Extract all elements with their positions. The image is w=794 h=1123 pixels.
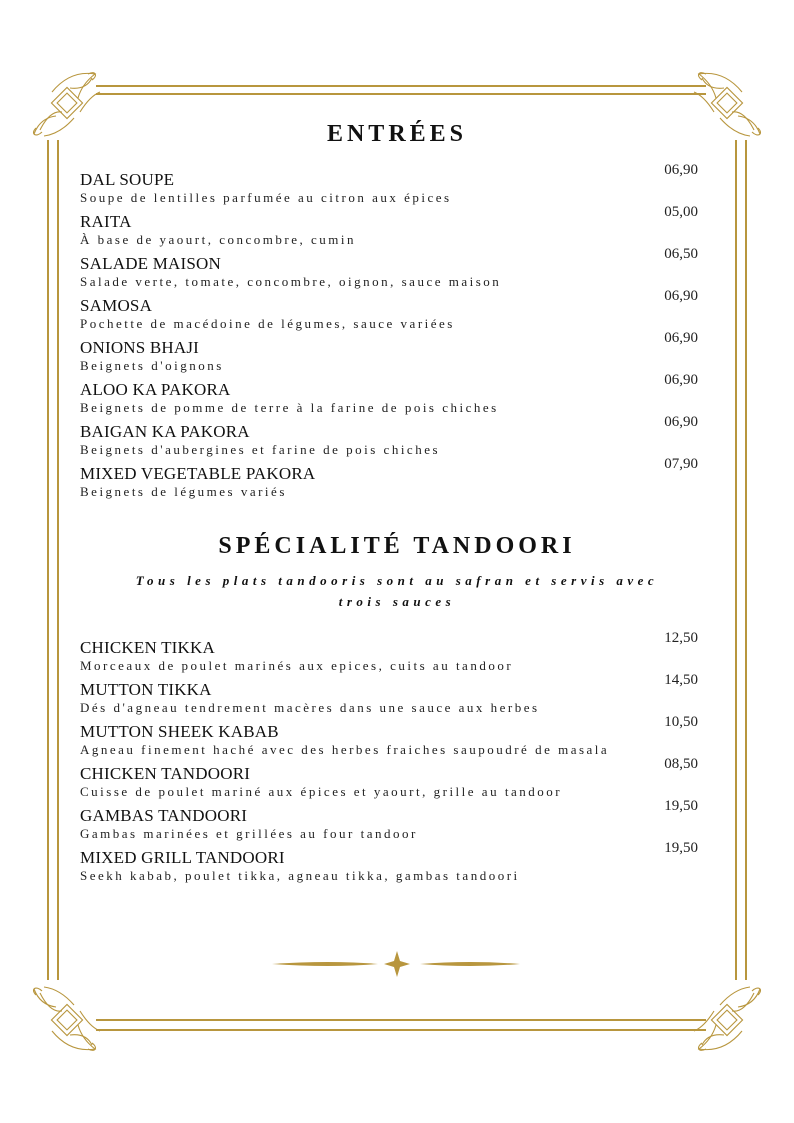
menu-item-name: MIXED GRILL TANDOORI	[80, 848, 285, 867]
menu-item-name: SAMOSA	[80, 296, 153, 315]
menu-item-price: 05,00	[664, 204, 698, 220]
corner-ornament-bottom-left	[34, 987, 100, 1050]
menu-item-name: BAIGAN KA PAKORA	[80, 422, 250, 441]
menu-item-name: MUTTON SHEEK KABAB	[80, 722, 279, 741]
menu-item-description: Pochette de macédoine de légumes, sauce variées	[80, 316, 455, 331]
menu-item	[80, 672, 700, 722]
menu-item-description: Beignets d'oignons	[80, 358, 224, 373]
menu-item-price: 06,90	[664, 288, 698, 304]
menu-item-description: Seekh kabab, poulet tikka, agneau tikka, gambas tandoori	[80, 868, 520, 883]
four-point-star-icon	[384, 951, 410, 977]
menu-item-price: 06,50	[664, 246, 698, 262]
menu-item-price: 08,50	[664, 756, 698, 772]
section-title-tandoori: SPÉCIALITÉ TANDOORI	[218, 533, 576, 559]
menu-item	[80, 372, 700, 422]
menu-item-price: 06,90	[664, 414, 698, 430]
menu-item-name: CHICKEN TANDOORI	[80, 764, 251, 783]
menu-item	[80, 714, 700, 764]
tandoori-list	[80, 630, 700, 890]
menu-item-price: 07,90	[664, 456, 698, 472]
menu-item	[80, 288, 700, 338]
menu-item-description: Morceaux de poulet marinés aux epices, cuits au tandoor	[80, 658, 514, 673]
menu-item-description: Salade verte, tomate, concombre, oignon, sauce maison	[80, 274, 502, 289]
menu-item-name: GAMBAS TANDOORI	[80, 806, 248, 825]
menu-item-description: Beignets de pomme de terre à la farine de pois chiches	[80, 400, 499, 415]
menu-item	[80, 246, 700, 296]
menu-item-description: Gambas marinées et grillées au four tandoor	[80, 826, 418, 841]
menu-item-name: RAITA	[80, 212, 132, 231]
menu-item	[80, 330, 700, 380]
menu-item-price: 12,50	[664, 630, 698, 646]
menu-item-name: ALOO KA PAKORA	[80, 380, 231, 399]
star-divider	[272, 951, 520, 977]
menu-item-price: 14,50	[664, 672, 698, 688]
menu-item-price: 19,50	[664, 798, 698, 814]
menu-item-price: 06,90	[664, 162, 698, 178]
menu-item	[80, 798, 700, 848]
menu-item-price: 19,50	[664, 840, 698, 856]
menu-item	[80, 204, 700, 254]
menu-item	[80, 456, 700, 506]
corner-ornament-bottom-right	[694, 987, 760, 1050]
menu-item-name: ONIONS BHAJI	[80, 338, 200, 357]
menu-item-price: 06,90	[664, 330, 698, 346]
menu-item-description: À base de yaourt, concombre, cumin	[80, 232, 356, 247]
menu-item-description: Beignets d'aubergines et farine de pois chiches	[80, 442, 441, 457]
menu-item-name: DAL SOUPE	[80, 170, 175, 189]
menu-item-name: CHICKEN TIKKA	[80, 638, 215, 657]
tandoori-subtitle: Tous les plats tandooris sont au safran et servis avec trois sauces	[135, 573, 659, 609]
menu-item	[80, 840, 700, 890]
menu-item-description: Beignets de légumes variés	[80, 484, 287, 499]
menu-item	[80, 756, 700, 806]
menu-item-name: MUTTON TIKKA	[80, 680, 212, 699]
menu-item-name: SALADE MAISON	[80, 254, 221, 273]
menu-item-description: Dés d'agneau tendrement macères dans une sauce aux herbes	[80, 700, 540, 715]
menu-item	[80, 162, 700, 212]
menu-item-price: 10,50	[664, 714, 698, 730]
entrees-list	[80, 162, 700, 506]
menu-item-name: MIXED VEGETABLE PAKORA	[80, 464, 316, 483]
menu-item-description: Agneau finement haché avec des herbes fraiches saupoudré de masala	[80, 742, 610, 757]
menu-item	[80, 414, 700, 464]
menu-item-description: Soupe de lentilles parfumée au citron aux épices	[80, 190, 452, 205]
menu-item-description: Cuisse de poulet mariné aux épices et yaourt, grille au tandoor	[80, 784, 563, 799]
menu-item	[80, 630, 700, 680]
section-title-entrees: ENTRÉES	[326, 121, 468, 147]
menu-item-price: 06,90	[664, 372, 698, 388]
